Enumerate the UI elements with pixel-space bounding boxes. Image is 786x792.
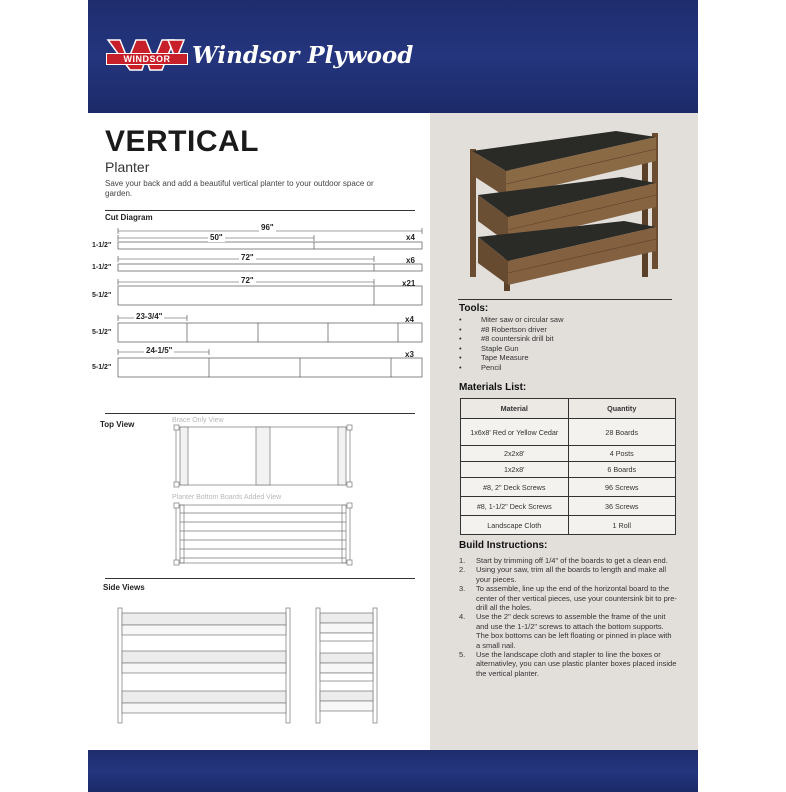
column-header: Material — [461, 399, 569, 419]
thickness-label: 1-1/2" — [92, 242, 112, 249]
cut-diagram-heading: Cut Diagram — [105, 213, 153, 222]
brand-name: Windsor Plywood — [192, 41, 414, 69]
thickness-label: 5-1/2" — [92, 329, 112, 336]
planter-illustration — [466, 125, 666, 295]
build-steps — [459, 556, 677, 678]
view-caption: Brace Only View — [172, 417, 224, 424]
table-row — [461, 516, 676, 535]
divider — [458, 299, 672, 300]
dim-label: 50" — [210, 233, 223, 242]
table-cell: 1x6x8' Red or Yellow Cedar — [461, 419, 569, 446]
list-item: 4. Use the 2" deck screws to assemble the frame of the unit and use the 1-1/2" screws to attach the bottom supports. The box bottoms can be left floating or pinned in place with a small nail. — [459, 612, 672, 650]
materials-heading: Materials List: — [459, 382, 527, 393]
list-item: 3. To assemble, line up the end of the horizontal board to the center of ther vertical pieces, use your countersink bit to pre-drill all the holes. — [459, 584, 677, 613]
side-view-drawing — [88, 113, 430, 750]
list-item: 2. Using your saw, trim all the boards to length and make all your pieces. — [459, 565, 667, 584]
list-item: • Tape Measure — [459, 353, 529, 363]
column-header: Quantity — [568, 399, 676, 419]
table-cell: 1 Roll — [568, 516, 676, 535]
table-cell: 4 Posts — [568, 446, 676, 462]
table-cell: 1x2x8' — [461, 462, 569, 478]
qty-label: x6 — [406, 256, 415, 265]
table-row — [461, 446, 676, 462]
list-item: • #8 Robertson driver — [459, 324, 547, 334]
list-item: 5. Use the landscape cloth and stapler to line the boxes or alternativley, you can use plastic planter boxes placed inside the vertical planter. — [459, 650, 677, 678]
dim-label: 72" — [241, 253, 254, 262]
thickness-label: 5-1/2" — [92, 364, 112, 371]
build-heading: Build Instructions: — [459, 540, 548, 551]
dim-label: 23-3/4" — [136, 312, 163, 321]
table-cell: #8, 1-1/2" Deck Screws — [461, 497, 569, 516]
page-title: VERTICAL — [105, 125, 259, 158]
list-item: • Staple Gun — [459, 343, 519, 353]
table-header-row — [461, 399, 676, 419]
dim-label: 24-1/5" — [146, 346, 173, 355]
intro-text: Save your back and add a beautiful vertical planter to your outdoor space or garden. — [105, 179, 374, 198]
brand-logo — [106, 38, 413, 72]
tools-list — [459, 315, 564, 373]
table-cell: 28 Boards — [568, 419, 676, 446]
thickness-label: 1-1/2" — [92, 264, 112, 271]
dim-label: 96" — [261, 223, 274, 232]
table-cell: 36 Screws — [568, 497, 676, 516]
document-page — [88, 0, 698, 792]
tools-heading: Tools: — [459, 303, 489, 314]
qty-label: x3 — [405, 350, 414, 359]
table-row — [461, 462, 676, 478]
table-row — [461, 419, 676, 446]
table-cell: #8, 2" Deck Screws — [461, 478, 569, 497]
left-column — [88, 113, 430, 750]
table-cell: 2x2x8' — [461, 446, 569, 462]
dim-label: 72" — [241, 276, 254, 285]
table-row — [461, 497, 676, 516]
header-banner — [88, 0, 698, 113]
list-item: • Pencil — [459, 362, 502, 372]
qty-label: x4 — [406, 233, 415, 242]
thickness-label: 5-1/2" — [92, 292, 112, 299]
view-caption: Planter Bottom Boards Added View — [172, 494, 282, 501]
table-row — [461, 478, 676, 497]
windsor-badge-icon — [106, 38, 186, 72]
right-panel — [430, 113, 698, 750]
page-subtitle: Planter — [105, 159, 150, 175]
list-item: 1. Start by trimming off 1/4" of the boards to get a clean end. — [459, 556, 668, 565]
top-view-heading: Top View — [100, 420, 135, 429]
list-item: • Miter saw or circular saw — [459, 315, 564, 324]
table-cell: Landscape Cloth — [461, 516, 569, 535]
materials-table — [460, 398, 676, 535]
qty-label: x4 — [405, 315, 414, 324]
table-cell: 6 Boards — [568, 462, 676, 478]
qty-label: x21 — [402, 279, 416, 288]
badge-text: WINDSOR — [106, 53, 188, 65]
table-cell: 96 Screws — [568, 478, 676, 497]
list-item: • #8 countersink drill bit — [459, 334, 554, 344]
side-views-heading: Side Views — [103, 583, 145, 592]
footer-banner — [88, 750, 698, 792]
